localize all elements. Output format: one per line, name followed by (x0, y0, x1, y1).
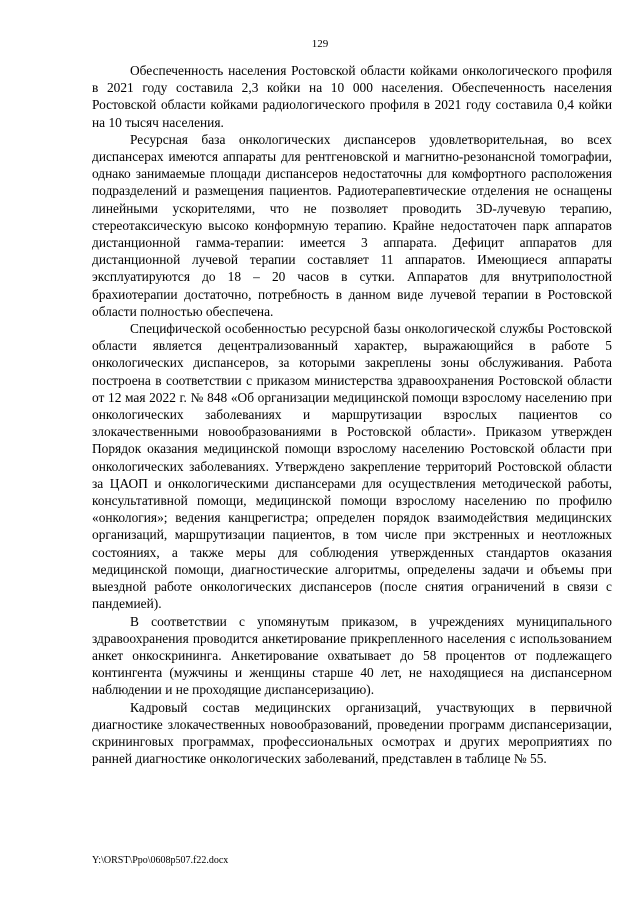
paragraph-decentralized-service: Специфической особенностью ресурсной базы онкологической службы Ростовской области является децентрализованный характер, выражающийся в работе 5 онкологических диспансеров, за которыми закреплены зоны обслуживания. Работа построена в соответствии с приказом министерства здравоохранения Ростовской области от 12 мая 2022 г. № 848 «Об организации медицинской помощи взрослому населению при онкологических заболеваниях и маршрутизации взрослых пациентов со злокачественными новообразованиями в Ростовской области». Приказом утвержден Порядок оказания медицинской помощи взрослому населению Ростовской области при онкологических заболеваниях. Утверждено закрепление территорий Ростовской области за ЦАОП и онкологическими диспансерами для осуществления методической работы, консультативной помощи, медицинской помощи взрослому населению по профилю «онкология»; ведения канцрегистра; определен порядок взаимодействия медицинских организаций, маршрутизации пациентов, в том числе при экстренных и неотложных состояниях, а также меры для соблюдения утвержденных стандартов оказания медицинской помощи, диагностические алгоритмы, определены задачи и объемы при выездной работе онкологических диспансеров (после снятия ограничений в связи с пандемией). (92, 321, 612, 612)
paragraph-resource-base: Ресурсная база онкологических диспансеров удовлетворительная, во всех диспансерах имеются аппараты для рентгеновской и магнитно-резонансной томографии, однако занимаемые площади диспансеров недостаточны для комфортного расположения подразделений и размещения пациентов. Радиотерапевтические отделения не оснащены линейными ускорителями, что не позволяет проводить 3D-лучевую терапию, стереотаксическую высоко конформную терапию. Крайне недостаточен парк аппаратов дистанционной гамма-терапии: имеется 3 аппарата. Дефицит аппаратов для дистанционной лучевой терапии составляет 11 аппаратов. Имеющиеся аппараты эксплуатируются до 18 – 20 часов в сутки. Аппаратов для внутриполостной брахиотерапии достаточно, потребность в данном виде лучевой терапии в Ростовской области полностью обеспечена. (92, 131, 612, 319)
footer-file-path: Y:\ORST\Ppo\0608p507.f22.docx (92, 855, 229, 866)
document-body (92, 62, 612, 767)
page-number: 129 (311, 38, 329, 50)
paragraph-questionnaire-screening: В соответствии с упомянутым приказом, в учреждениях муниципального здравоохранения проводится анкетирование прикрепленного населения с использованием анкет онкоскрининга. Анкетирование охватывает до 58 процентов от подлежащего контингента (мужчины и женщины старше 40 лет, не находящиеся на диспансерном наблюдении и не проходящие диспансеризацию). (92, 613, 612, 698)
paragraph-staffing: Кадровый состав медицинских организаций, участвующих в первичной диагностике злокачественных новообразований, проведении программ диспансеризации, скрининговых программах, профессиональных осмотрах и других мероприятиях по ранней диагностике онкологических заболеваний, представлен в таблице № 55. (92, 699, 612, 767)
paragraph-bed-capacity: Обеспеченность населения Ростовской области койками онкологического профиля в 2021 году составила 2,3 койки на 10 000 населения. Обеспеченность населения Ростовской области койками радиологического профиля в 2021 году составила 0,4 койки на 10 тысяч населения. (92, 63, 612, 130)
